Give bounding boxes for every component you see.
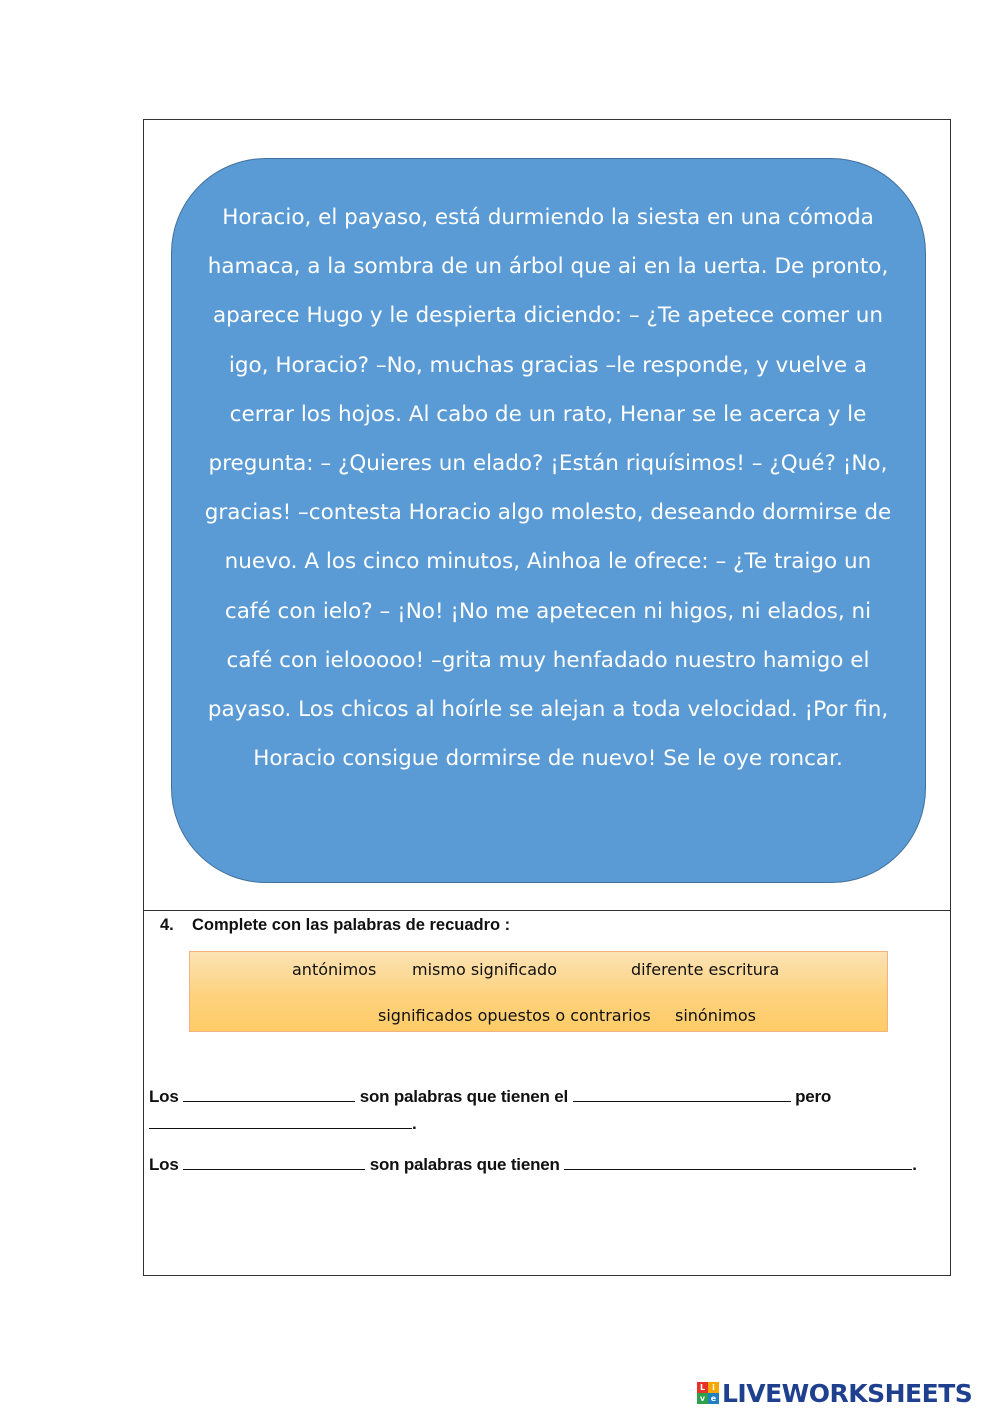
answer-blank-3[interactable] bbox=[149, 1114, 412, 1129]
sentence-1-start: Los bbox=[149, 1087, 179, 1106]
liveworksheets-logo bbox=[697, 1378, 972, 1408]
sentence-1-middle: son palabras que tienen el bbox=[359, 1087, 568, 1106]
sentence-2-start: Los bbox=[149, 1155, 179, 1174]
sentence-1-period: . bbox=[412, 1114, 417, 1133]
answer-blank-4[interactable] bbox=[183, 1155, 365, 1170]
word-bank-item: significados opuestos o contrarios bbox=[378, 1006, 651, 1025]
sentence-1-continued bbox=[149, 1114, 417, 1134]
sentence-1-end-word: pero bbox=[795, 1087, 832, 1106]
word-bank-item: diferente escritura bbox=[631, 960, 780, 979]
logo-mark-letter: i bbox=[708, 1382, 719, 1393]
logo-mark-letter: L bbox=[697, 1382, 708, 1393]
story-text: Horacio, el payaso, está durmiendo la siesta en una cómoda hamaca, a la sombra de un árbol que ai en la uerta. De pronto, aparece Hugo y le despierta diciendo: – ¿Te apetece comer un igo, Horacio? –No, muchas gracias –le responde, y vuelve a cerrar los hojos. Al cabo de un rato, Henar se le acerca y le pregunta: – ¿Quieres un elado? ¡Están riquísimos! – ¿Qué? ¡No, gracias! –contesta Horacio algo molesto, deseando dormirse de nuevo. A los cinco minutos, Ainhoa le ofrece: – ¿Te traigo un café con ielo? – ¡No! ¡No me apetecen ni higos, ni elados, ni café con ielooooo! –grita muy henfadado nuestro hamigo el payaso. Los chicos al hoírle se alejan a toda velocidad. ¡Por fin, Horacio consigue dormirse de nuevo! Se le oye roncar. bbox=[204, 205, 892, 772]
word-bank-item: mismo significado bbox=[412, 960, 557, 979]
logo-text: LIVEWORKSHEETS bbox=[722, 1378, 973, 1408]
word-bank-item: sinónimos bbox=[675, 1006, 757, 1025]
task-title: Complete con las palabras de recuadro : bbox=[192, 916, 511, 934]
task-number: 4. bbox=[160, 916, 174, 934]
logo-mark-letter: v bbox=[697, 1393, 708, 1404]
answer-blank-5[interactable] bbox=[564, 1155, 912, 1170]
answer-blank-1[interactable] bbox=[183, 1087, 355, 1102]
word-bank-item: antónimos bbox=[292, 960, 377, 979]
task-heading bbox=[160, 916, 510, 935]
answer-blank-2[interactable] bbox=[573, 1087, 791, 1102]
sentence-2 bbox=[149, 1155, 917, 1175]
logo-mark-letter: e bbox=[708, 1393, 719, 1404]
sentence-2-period: . bbox=[912, 1155, 917, 1174]
sentence-1 bbox=[149, 1087, 831, 1107]
sentence-2-middle: son palabras que tienen bbox=[369, 1155, 560, 1174]
logo-mark-icon bbox=[697, 1382, 719, 1404]
section-divider bbox=[143, 910, 951, 911]
